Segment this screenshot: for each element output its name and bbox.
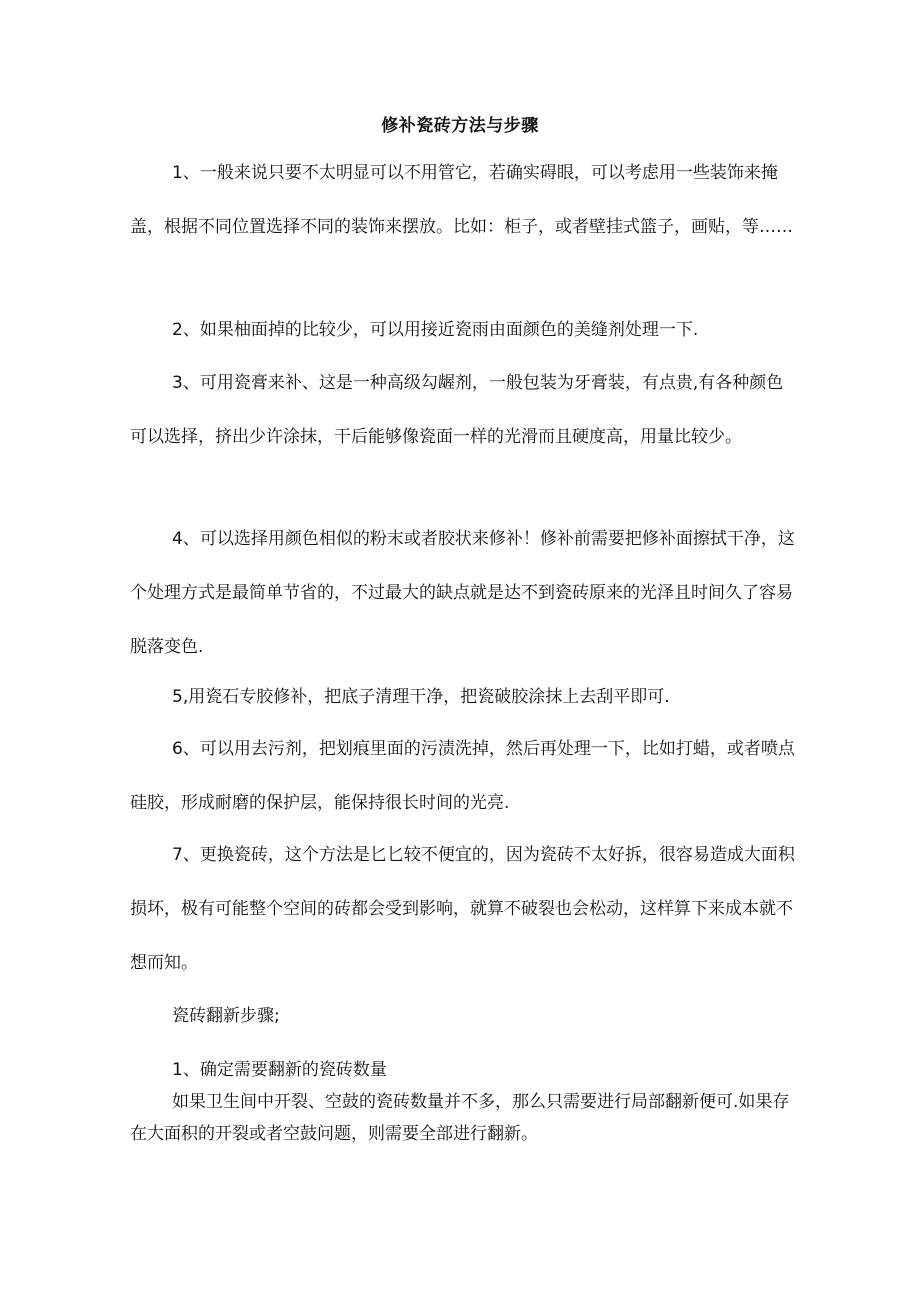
paragraph-1: 1、一般来说只要不太明显可以不用管它，若确实碍眼，可以考虑用一些装饰来掩盖，根据不同位置选择不同的装饰来摆放。比如：柜子，或者壁挂式篮子，画贴，等…… xyxy=(130,163,793,237)
paragraph-5: 5,用瓷石专胶修补，把底子清理干净，把瓷破胶涂抹上去刮平即可. xyxy=(172,687,670,707)
section-heading: 瓷砖翻新步骤; xyxy=(172,1006,280,1026)
step-body: 如果卫生间中开裂、空鼓的瓷砖数量并不多，那么只需要进行局部翻新便可.如果存在大面积的开裂或者空鼓问题，则需要全部进行翻新。 xyxy=(130,1092,790,1144)
document-title: 修补瓷砖方法与步骤 xyxy=(381,116,539,136)
paragraph-2: 2、如果柚面掉的比较少，可以用接近瓷雨由面颜色的美缝剂处理一下. xyxy=(172,320,699,340)
paragraph-7: 7、更换瓷砖，这个方法是匕匕较不便宜的，因为瓷砖不太好拆，很容易造成大面积损坏，极有可能整个空间的砖都会受到影响，就算不破裂也会松动，这样算下来成本就不想而知。 xyxy=(130,845,795,973)
paragraph-4: 4、可以选择用颜色相似的粉末或者胶状来修补！修补前需要把修补面擦拭干净，这个处理方式是最简单节省的，不过最大的缺点就是达不到瓷砖原来的光泽且时间久了容易脱落变色. xyxy=(130,529,795,657)
paragraph-3: 3、可用瓷膏来补、这是一种高级勾龌剂，一般包装为牙膏装，有点贵,有各种颜色可以选择，挤出少许涂抹，干后能够像瓷面一样的光滑而且硬度高，用量比较少。 xyxy=(130,373,784,447)
step-heading: 1、确定需要翻新的瓷砖数量 xyxy=(172,1060,387,1080)
paragraph-6: 6、可以用去污剂，把划痕里面的污渍洗掉，然后再处理一下，比如打蜡，或者喷点硅胶，形成耐磨的保护层，能保持很长时间的光亮. xyxy=(130,739,795,813)
